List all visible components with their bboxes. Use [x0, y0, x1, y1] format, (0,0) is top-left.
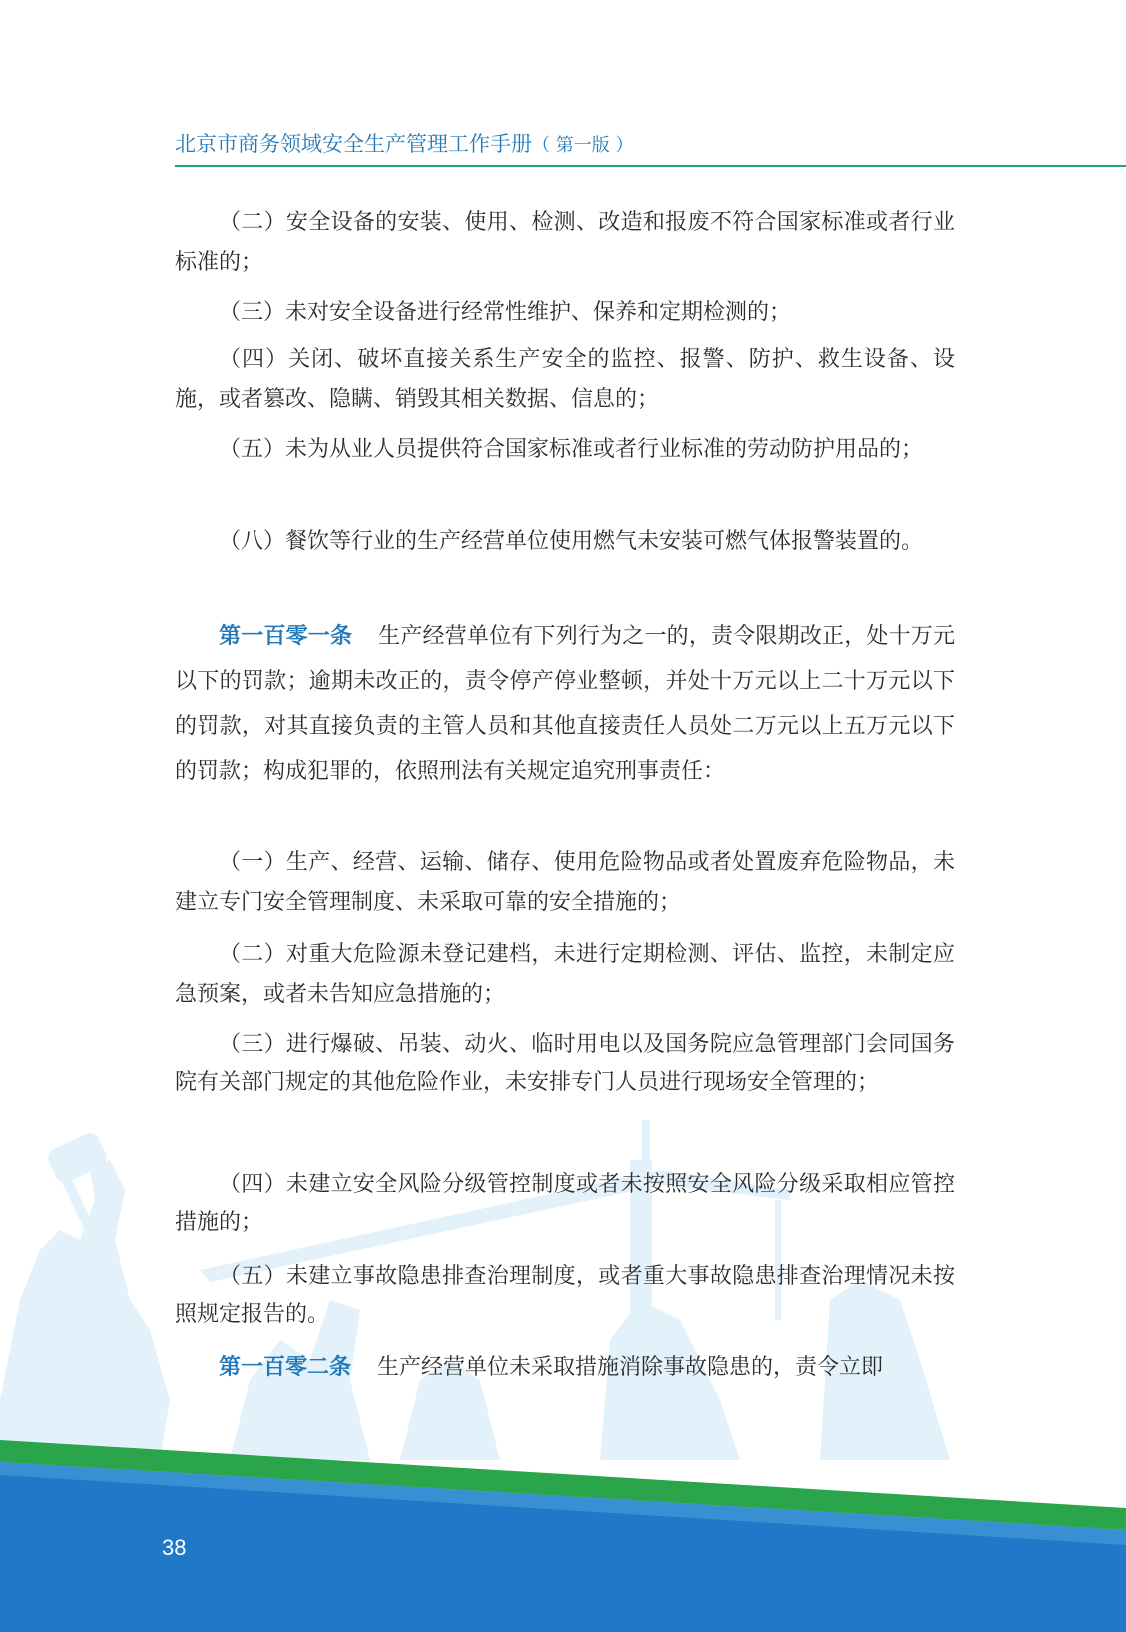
edition-label: （ 第一版 ） — [532, 135, 634, 156]
running-header — [175, 128, 633, 158]
article-102-text: 生产经营单位未采取措施消除事故隐患的，责令立即 — [377, 1355, 884, 1380]
paragraph: （四）未建立安全风险分级管控制度或者未按照安全风险分级采取相应管控措施的； — [175, 1172, 955, 1235]
header-rule — [175, 165, 1126, 167]
article-102-title: 第一百零二条 — [219, 1355, 352, 1380]
paragraph: （一）生产、经营、运输、储存、使用危险物品或者处置废弃危险物品，未建立专门安全管理制度、未采取可靠的安全措施的； — [175, 850, 955, 915]
paragraph: （五）未为从业人员提供符合国家标准或者行业标准的劳动防护用品的； — [219, 437, 924, 462]
paragraph: （五）未建立事故隐患排查治理制度，或者重大事故隐患排查治理情况未按照规定报告的。 — [175, 1264, 955, 1327]
article-101-text: 生产经营单位有下列行为之一的，责令限期改正，处十万元以下的罚款；逾期未改正的，责令停产停业整顿，并处十万元以上二十万元以下的罚款，对其直接负责的主管人员和其他直接责任人员处二万元以上五万元以下的罚款；构成犯罪的，依照刑法有关规定追究刑事责任： — [175, 624, 955, 784]
paragraph: （三）进行爆破、吊装、动火、临时用电以及国务院应急管理部门会同国务院有关部门规定的其他危险作业，未安排专门人员进行现场安全管理的； — [175, 1032, 955, 1095]
article-101-title: 第一百零一条 — [219, 624, 353, 649]
manual-title: 北京市商务领域安全生产管理工作手册 — [175, 132, 532, 156]
article-101 — [175, 614, 955, 794]
paragraph: （三）未对安全设备进行经常性维护、保养和定期检测的； — [219, 300, 792, 325]
page-number: 38 — [162, 1535, 187, 1560]
paragraph: （二）对重大危险源未登记建档，未进行定期检测、评估、监控，未制定应急预案，或者未告知应急措施的； — [175, 942, 955, 1007]
article-102 — [175, 1348, 955, 1388]
paragraph: （八）餐饮等行业的生产经营单位使用燃气未安装可燃气体报警装置的。 — [219, 529, 924, 554]
paragraph: （四）关闭、破坏直接关系生产安全的监控、报警、防护、救生设备、设施，或者篡改、隐瞒、销毁其相关数据、信息的； — [175, 347, 955, 412]
paragraph: （二）安全设备的安装、使用、检测、改造和报废不符合国家标准或者行业标准的； — [175, 210, 955, 275]
